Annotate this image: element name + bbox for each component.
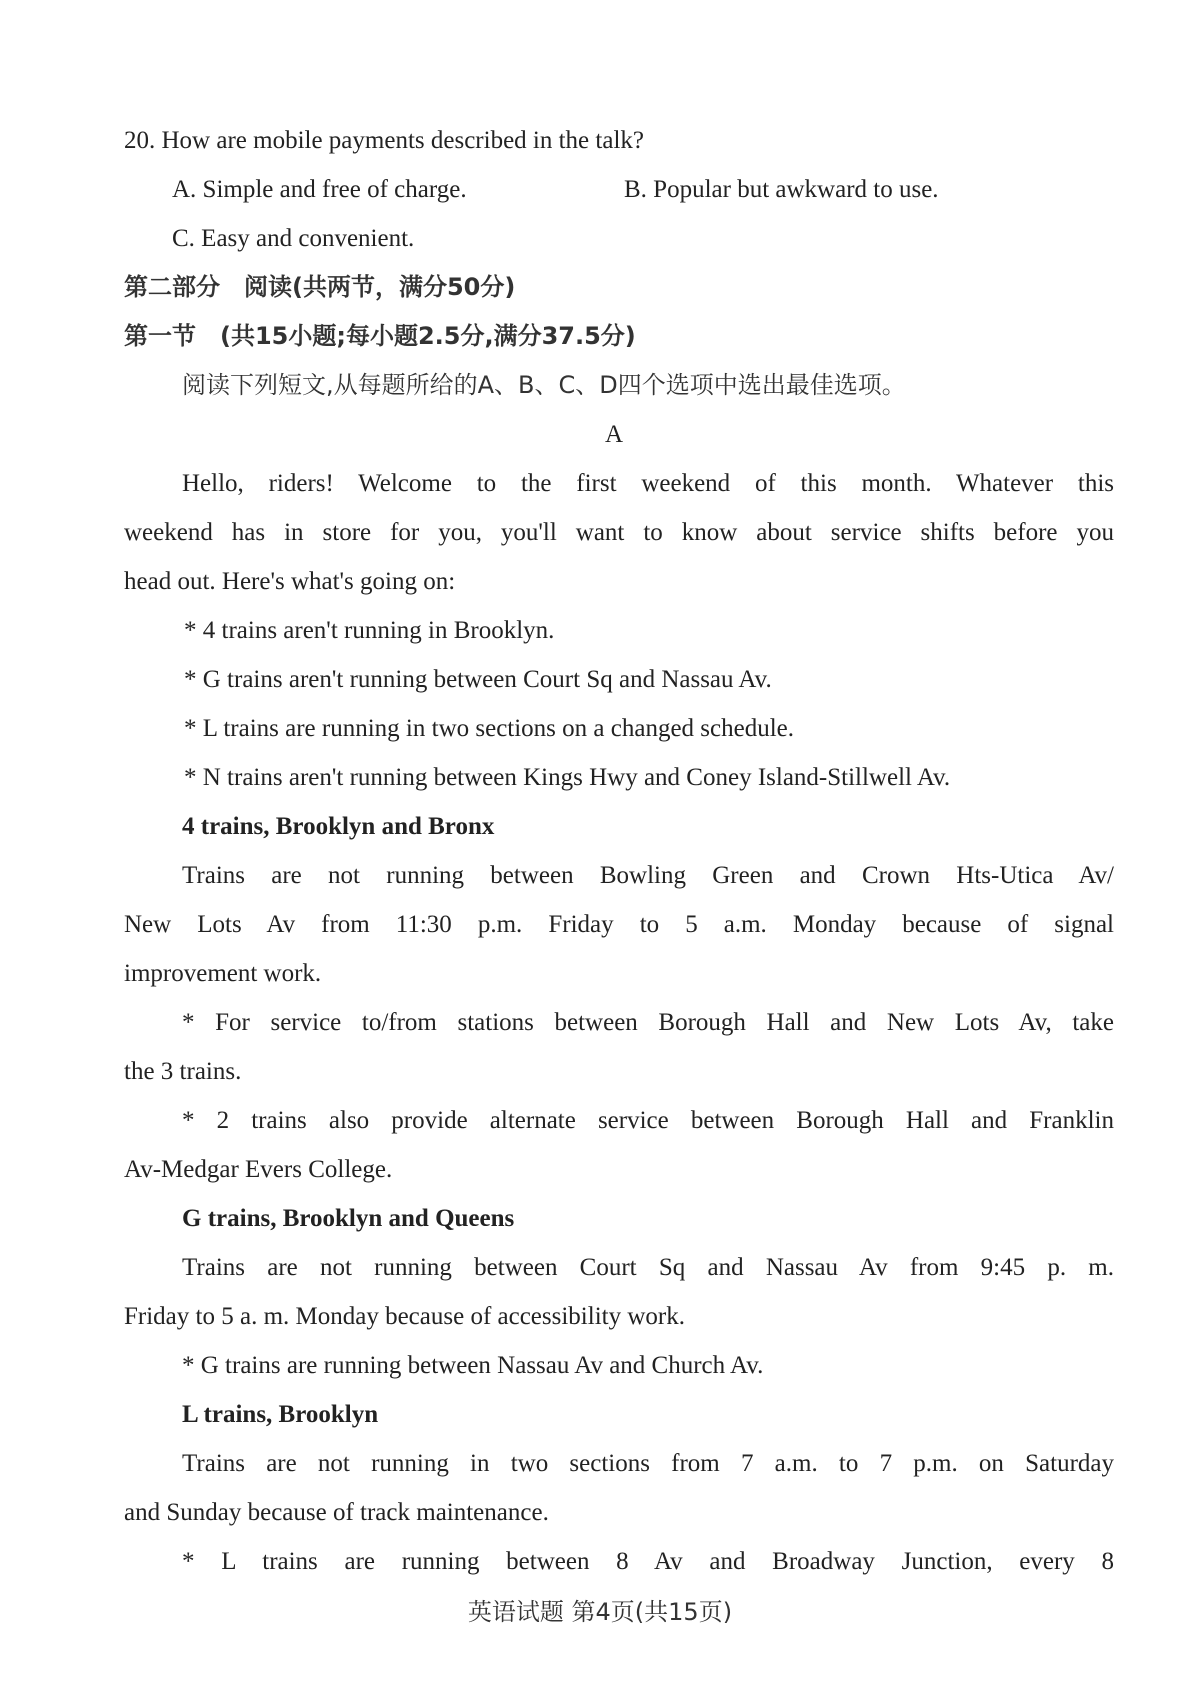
bullet-item: * G trains aren't running between Court Sq and Nassau Av.: [184, 666, 772, 693]
intro-line: weekend has in store for you, you'll want to know about service shifts before you: [124, 519, 1114, 546]
option-a: A. Simple and free of charge.: [172, 176, 467, 203]
section-heading: 4 trains, Brooklyn and Bronx: [182, 813, 495, 840]
intro-line: head out. Here's what's going on:: [124, 568, 456, 595]
passage-sections: [124, 802, 1114, 1586]
passage-line: Trains are not running in two sections from 7 a.m. to 7 p.m. on Saturday: [182, 1450, 1114, 1477]
passage-line: New Lots Av from 11:30 p.m. Friday to 5 a.m. Monday because of signal: [124, 911, 1114, 938]
section-heading: G trains, Brooklyn and Queens: [182, 1205, 515, 1232]
passage-line: * For service to/from stations between Borough Hall and New Lots Av, take: [182, 1009, 1114, 1036]
passage-line: improvement work.: [124, 960, 322, 987]
instruction: 阅读下列短文,从每题所给的A、B、C、D四个选项中选出最佳选项。: [182, 371, 906, 399]
passage-line: * G trains are running between Nassau Av and Church Av.: [182, 1352, 764, 1379]
passage-line: Av-Medgar Evers College.: [124, 1156, 393, 1183]
question-20-options-row: [124, 165, 1114, 214]
section-title: 第一节 (共15小题;每小题2.5分,满分37.5分): [124, 322, 636, 350]
bullet-item: * L trains are running in two sections on a changed schedule.: [184, 715, 795, 742]
bullet-item: * 4 trains aren't running in Brooklyn.: [184, 617, 555, 644]
passage-line: Trains are not running between Bowling Green and Crown Hts-Utica Av/: [182, 862, 1114, 889]
section-heading: L trains, Brooklyn: [182, 1401, 379, 1428]
passage-line: the 3 trains.: [124, 1058, 242, 1085]
passage-line: * L trains are running between 8 Av and Broadway Junction, every 8: [182, 1548, 1114, 1575]
option-b: B. Popular but awkward to use.: [624, 176, 939, 203]
page-footer: 英语试题 第4页(共15页): [467, 1598, 733, 1626]
question-20-stem: 20. How are mobile payments described in the talk?: [124, 127, 644, 154]
intro-line: Hello, riders! Welcome to the first weekend of this month. Whatever this: [182, 470, 1114, 497]
passage-label: A: [604, 421, 624, 448]
passage-line: Trains are not running between Court Sq and Nassau Av from 9:45 p. m.: [182, 1254, 1114, 1281]
option-c: C. Easy and convenient.: [172, 225, 415, 252]
passage-line: Friday to 5 a. m. Monday because of accessibility work.: [124, 1303, 685, 1330]
part-title: 第二部分 阅读(共两节，满分50分): [124, 273, 516, 301]
bullet-item: * N trains aren't running between Kings Hwy and Coney Island-Stillwell Av.: [184, 764, 951, 791]
passage-line: and Sunday because of track maintenance.: [124, 1499, 549, 1526]
exam-page: [124, 116, 1114, 1586]
passage-line: * 2 trains also provide alternate service between Borough Hall and Franklin: [182, 1107, 1114, 1134]
